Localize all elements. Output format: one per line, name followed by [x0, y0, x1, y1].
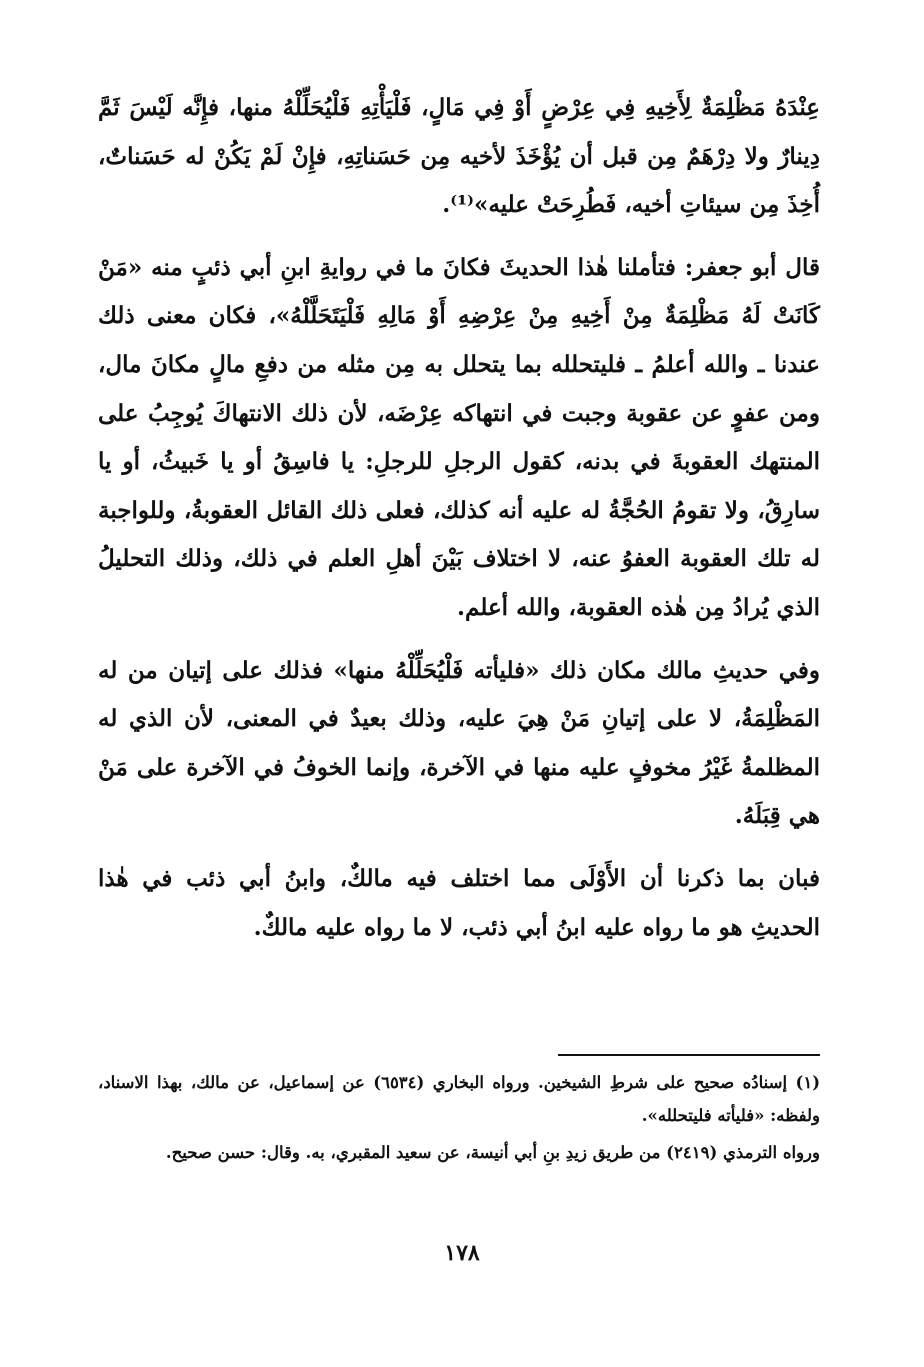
main-text — [98, 84, 820, 966]
footnote-1-continuation: ورواه الترمذي (٢٤١٩) من طريق زيدِ بنِ أبي أنيسة، عن سعيد المقبري، به. وقال: حسن صحيح. — [165, 1143, 820, 1162]
paragraph-2: قال أبو جعفر: فتأملنا هٰذا الحديثَ فكانَ ما في روايةِ ابنِ أبي ذئبٍ منه «مَنْ كَانَتْ لَهُ مَظْلِمَةٌ مِنْ أَخِيهِ مِنْ عِرْضِهِ أَوْ مَالِهِ فَلْيَتَحَلَّلْهُ»، فكان معنى ذلك عندنا ـ والله أعلمُ ـ فليتحلله بما يتحلل به مِن مثله من دفعِ مالٍ مكانَ مال، ومن عفوٍ عن عقوبة وجبت في انتهاكه عِرْضَه، لأن ذلك الانتهاكَ يُوجِبُ على المنتهك العقوبةَ في بدنه، كقول الرجلِ للرجلِ: يا فاسِقُ أو يا خَبيثُ، أو يا سارِقُ، ولا تقومُ الحُجَّةُ له عليه أنه كذلك، فعلى ذلك القائل العقوبةُ، وللواجبة له تلك العقوبة العفوُ عنه، لا اختلاف بَيْنَ أهلِ العلم في ذلك، وذلك التحليلُ الذي يُرادُ مِن هٰذه العقوبة، والله أعلم. — [98, 253, 820, 621]
paragraph-1: عِنْدَهُ مَظْلِمَةٌ لِأَخِيهِ فِي عِرْضٍ أَوْ فِي مَالٍ، فَلْيَأْتِهِ فَلْيُحَلِّلْهُ منها، فإِنَّه لَيْسَ ثَمَّ دِينارٌ ولا دِرْهَمٌ مِن قبل أن يُؤْخَذَ لأخيه مِن حَسَناتِهِ، فإِنْ لَمْ يَكُنْ له حَسَناتٌ، أُخِذَ مِن سيئاتِ أخيه، فَطُرِحَتْ عليه»⁽¹⁾. — [98, 94, 820, 219]
paragraph-3: وفي حديثِ مالك مكان ذلك «فليأته فَلْيُحَلِّلْهُ منها» فذلك على إتيان من له المَظْلِمَةُ، لا على إتيانِ مَنْ هِيَ عليه، وذلك بعيدٌ في المعنى، لأن الذي له المظلمةُ غَيْرُ مخوفٍ عليه منها في الآخرة، وإنما الخوفُ في الآخرة على مَنْ هي قِبَلَهُ. — [98, 656, 820, 830]
paragraph-4: فبان بما ذكرنا أن الأَوْلَى مما اختلف فيه مالكٌ، وابنُ أبي ذئب في هٰذا الحديثِ هو ما رواه عليه ابنُ أبي ذئب، لا ما رواه عليه مالكٌ. — [98, 864, 820, 941]
footnote-divider — [558, 1054, 820, 1056]
footnotes — [98, 1054, 820, 1173]
page-number: ١٧٨ — [444, 1240, 480, 1266]
footnote-1: (١) إسنادُه صحيح على شرطِ الشيخين. ورواه البخاري (٦٥٣٤) عن إسماعيل، عن مالك، بهذا الاسناد، ولفظه: «فليأته فليتحلله». — [98, 1073, 820, 1125]
